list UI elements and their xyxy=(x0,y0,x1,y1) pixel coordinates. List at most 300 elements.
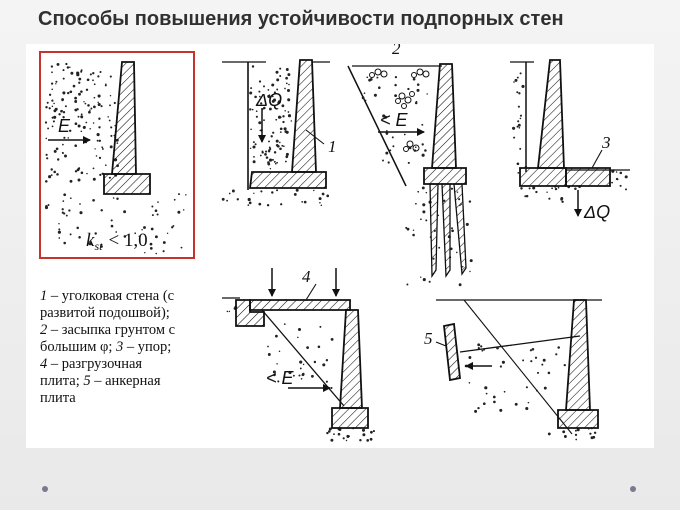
wall-footing-1 xyxy=(250,172,326,188)
soil-dot xyxy=(97,102,98,103)
soil-dot xyxy=(282,121,284,123)
soil-dot xyxy=(417,83,420,86)
soil-dot xyxy=(45,206,48,209)
soil-dot xyxy=(98,126,100,128)
soil-dot xyxy=(250,87,252,89)
soil-dot xyxy=(98,94,101,97)
soil-dot xyxy=(178,193,180,195)
label-1: 1 xyxy=(328,137,337,156)
soil-dot xyxy=(302,373,305,376)
soil-dot xyxy=(276,144,279,147)
soil-dot xyxy=(98,118,100,120)
soil-dot xyxy=(282,115,284,117)
soil-dot xyxy=(69,90,72,93)
soil-dot xyxy=(105,84,107,86)
soil-dot xyxy=(275,163,277,165)
soil-dot xyxy=(232,190,235,193)
dq-label-1: ΔQ xyxy=(256,90,283,110)
soil-dot xyxy=(535,191,537,193)
soil-dot xyxy=(76,72,79,75)
soil-dot xyxy=(49,107,51,109)
soil-dot xyxy=(564,435,567,438)
soil-dot xyxy=(620,172,623,175)
legend-text-4a: большим xyxy=(40,339,101,355)
soil-dot xyxy=(314,361,316,363)
soil-dot xyxy=(258,121,261,124)
legend-line-2 xyxy=(40,305,230,322)
soil-dot xyxy=(376,77,378,79)
soil-dot xyxy=(63,137,65,139)
soil-dot xyxy=(256,110,258,112)
soil-dot xyxy=(532,186,535,189)
soil-dot xyxy=(51,174,53,176)
legend-text-7: плита xyxy=(40,390,76,406)
soil-dot xyxy=(311,375,314,378)
soil-dot xyxy=(513,81,515,83)
soil-dot xyxy=(222,198,225,201)
soil-dot xyxy=(346,435,349,438)
leader-3 xyxy=(592,150,602,168)
soil-dot xyxy=(45,154,47,156)
soil-dot xyxy=(284,110,286,112)
soil-dot xyxy=(269,147,271,149)
soil-dot xyxy=(359,439,361,441)
soil-dot xyxy=(330,387,332,389)
soil-dot xyxy=(63,78,65,80)
soil-dot xyxy=(297,337,299,339)
soil-dot xyxy=(99,174,101,176)
soil-dot xyxy=(625,188,627,190)
soil-dot xyxy=(513,137,515,139)
soil-dot xyxy=(259,80,261,82)
soil-dot xyxy=(271,135,273,137)
soil-dot xyxy=(123,210,126,213)
soil-dot xyxy=(392,145,394,147)
soil-dot xyxy=(493,396,496,399)
soil-dot xyxy=(258,203,261,206)
soil-dot xyxy=(78,93,81,96)
soil-dot xyxy=(279,75,281,77)
soil-dot xyxy=(280,131,282,133)
soil-dot xyxy=(474,410,477,413)
soil-dot xyxy=(284,130,287,133)
wall-stem-5 xyxy=(566,300,590,410)
soil-dot xyxy=(249,92,252,95)
soil-dot xyxy=(264,153,267,156)
soil-dot xyxy=(83,126,86,129)
soil-dot xyxy=(85,103,87,105)
soil-dot xyxy=(86,173,87,174)
soil-dot xyxy=(555,353,557,355)
soil-dot xyxy=(78,82,80,84)
soil-dot xyxy=(481,350,483,352)
soil-dot xyxy=(424,149,427,152)
soil-dot xyxy=(417,191,419,193)
soil-dot xyxy=(548,432,551,435)
soil-dot xyxy=(58,223,59,224)
soil-dot xyxy=(259,130,261,132)
soil-dot xyxy=(157,201,159,203)
soil-dot xyxy=(287,73,290,76)
soil-dot xyxy=(70,72,73,75)
soil-dot xyxy=(250,148,251,149)
soil-dot xyxy=(326,195,329,198)
soil-dot xyxy=(611,182,613,184)
soil-dot xyxy=(478,347,480,349)
soil-dot xyxy=(47,127,49,129)
soil-dot xyxy=(54,150,57,153)
soil-dot xyxy=(74,144,77,147)
wall-stem-1 xyxy=(292,60,316,172)
soil-dot xyxy=(52,117,54,119)
legend-text-4c: – упор; xyxy=(123,339,172,355)
soil-dot xyxy=(81,131,83,133)
soil-dot xyxy=(57,158,59,160)
soil-dot xyxy=(486,393,488,395)
soil-dot xyxy=(248,198,251,201)
soil-dot xyxy=(405,227,407,229)
soil-dot xyxy=(370,78,373,81)
soil-dot xyxy=(62,144,64,146)
soil-dot xyxy=(288,84,290,86)
soil-dot xyxy=(520,72,522,74)
soil-dot xyxy=(167,233,168,234)
soil-dot xyxy=(413,78,416,81)
soil-dot xyxy=(90,108,92,110)
soil-dot xyxy=(274,151,276,153)
kst-symbol: k xyxy=(86,230,95,251)
soil-dot xyxy=(56,173,59,176)
soil-dot xyxy=(429,281,431,283)
soil-dot xyxy=(267,204,269,206)
soil-dot xyxy=(155,235,158,238)
soil-dot xyxy=(80,90,83,93)
soil-dot xyxy=(551,187,553,189)
legend-text-1: – уголковая стена (с xyxy=(47,288,175,304)
soil-dot xyxy=(468,356,471,359)
soil-dot xyxy=(263,85,265,87)
soil-dot xyxy=(98,103,101,106)
soil-dot xyxy=(93,106,96,109)
soil-dot xyxy=(163,241,166,244)
soil-dot xyxy=(338,433,341,436)
soil-dot xyxy=(63,111,65,113)
soil-dot xyxy=(265,151,267,153)
soil-dot xyxy=(64,155,67,158)
soil-dot xyxy=(45,121,47,123)
soil-dot xyxy=(51,100,53,102)
soil-dot xyxy=(81,171,84,174)
soil-dot xyxy=(466,223,469,226)
legend-text-6a: плита; xyxy=(40,373,84,389)
soil-dot xyxy=(70,233,72,235)
legend-phi: φ xyxy=(100,339,109,355)
soil-dot xyxy=(517,162,520,165)
soil-dot xyxy=(61,110,62,111)
soil-dot xyxy=(483,349,485,351)
wall-footing-4 xyxy=(332,408,368,428)
soil-dot xyxy=(294,193,297,196)
soil-dot xyxy=(322,193,325,196)
soil-dot xyxy=(252,109,254,111)
soil-dot xyxy=(80,71,82,73)
soil-dot xyxy=(237,198,239,200)
soil-dot xyxy=(263,119,265,121)
soil-dot xyxy=(319,326,321,328)
soil-dot xyxy=(94,83,96,85)
soil-dot xyxy=(548,372,551,375)
soil-dot xyxy=(422,186,425,189)
soil-dot xyxy=(249,202,252,205)
soil-dot xyxy=(451,227,453,229)
soil-dot xyxy=(530,360,532,362)
soil-dot xyxy=(226,200,228,202)
soil-dot xyxy=(451,188,453,190)
soil-dot xyxy=(304,201,307,204)
soil-dot xyxy=(535,357,537,359)
panel-anchor-plate xyxy=(424,300,602,440)
soil-dot xyxy=(92,72,94,74)
soil-dot xyxy=(52,125,54,127)
soil-dot xyxy=(496,347,499,350)
soil-dot xyxy=(364,92,366,94)
label-5: 5 xyxy=(424,329,433,348)
soil-dot xyxy=(57,63,60,66)
soil-dot xyxy=(81,113,83,115)
soil-dot xyxy=(561,201,563,203)
soil-dot xyxy=(48,204,50,206)
soil-dot xyxy=(326,359,328,361)
soil-dot xyxy=(526,195,529,198)
soil-dot xyxy=(68,137,70,139)
soil-dot xyxy=(247,204,249,206)
soil-dot xyxy=(564,364,566,366)
soil-dot xyxy=(417,89,420,92)
soil-dot xyxy=(86,89,88,91)
soil-dot xyxy=(521,85,524,88)
soil-dot xyxy=(301,378,303,380)
soil-dot xyxy=(79,211,82,214)
soil-dot xyxy=(493,401,496,404)
soil-dot xyxy=(110,76,112,78)
soil-dot xyxy=(416,101,418,103)
soil-dot xyxy=(144,252,145,253)
soil-dot xyxy=(370,438,373,441)
soil-dot xyxy=(301,201,303,203)
soil-dot xyxy=(269,159,272,162)
soil-dot xyxy=(151,205,153,207)
soil-dot xyxy=(63,193,66,196)
soil-dot xyxy=(558,187,560,189)
soil-dot xyxy=(62,69,64,71)
soil-dot xyxy=(280,203,282,205)
soil-dot xyxy=(510,344,512,346)
soil-dot xyxy=(273,84,275,86)
legend-line-7 xyxy=(40,390,230,407)
wall-stem-4 xyxy=(340,310,362,408)
soil-dot xyxy=(276,78,279,81)
soil-dot xyxy=(404,134,406,136)
dq-label-3: ΔQ xyxy=(584,202,611,222)
soil-dot xyxy=(155,253,157,255)
soil-dot xyxy=(150,247,153,250)
soil-dot xyxy=(70,180,73,183)
soil-dot xyxy=(276,71,279,74)
soil-dot xyxy=(255,143,257,145)
soil-dot xyxy=(47,102,49,104)
soil-dot xyxy=(88,111,91,114)
soil-dot xyxy=(65,63,67,65)
soil-dot xyxy=(470,259,473,262)
soil-dot xyxy=(276,189,278,191)
soil-dot xyxy=(426,192,428,194)
soil-dot xyxy=(373,430,375,432)
soil-dot xyxy=(62,152,64,154)
soil-dot xyxy=(94,232,96,234)
soil-dot xyxy=(279,68,281,70)
soil-dot xyxy=(541,364,543,366)
soil-dot xyxy=(362,433,365,436)
slope-line-4 xyxy=(262,310,344,406)
soil-dot xyxy=(291,120,292,121)
soil-dot xyxy=(366,439,369,442)
soil-dot xyxy=(171,226,173,228)
soil-dot xyxy=(181,247,183,249)
soil-dot xyxy=(101,105,103,107)
slide-dot-right xyxy=(630,486,636,492)
soil-dot xyxy=(537,372,539,374)
soil-dot xyxy=(529,187,531,189)
soil-dot xyxy=(143,226,146,229)
legend-num-2: 2 xyxy=(40,322,48,338)
label-4: 4 xyxy=(302,267,311,286)
soil-dot xyxy=(420,218,422,220)
soil-dot xyxy=(96,155,98,157)
soil-dot xyxy=(326,432,328,434)
soil-dot xyxy=(46,138,48,140)
soil-dot xyxy=(266,156,269,159)
soil-dot xyxy=(300,367,302,369)
soil-dot xyxy=(425,219,427,221)
soil-dot xyxy=(548,198,550,200)
wall-footing-2 xyxy=(424,168,466,184)
soil-dot xyxy=(78,125,81,128)
soil-dot xyxy=(395,76,397,78)
soil-dot xyxy=(303,364,305,366)
soil-dot xyxy=(68,209,70,211)
soil-dot xyxy=(253,193,254,194)
soil-dot xyxy=(321,205,323,207)
soil-dot xyxy=(185,194,186,195)
soil-dot xyxy=(276,162,278,164)
soil-dot xyxy=(517,172,519,174)
legend-num-3: 3 xyxy=(116,339,124,355)
soil-dot xyxy=(374,94,377,97)
soil-dot xyxy=(260,190,262,192)
soil-dot xyxy=(279,350,281,352)
soil-dot xyxy=(110,95,111,96)
soil-dot xyxy=(422,203,425,206)
soil-dot xyxy=(287,89,290,92)
soil-dot xyxy=(512,127,515,130)
soil-dot xyxy=(267,161,270,164)
soil-dot xyxy=(343,437,345,439)
soil-dot xyxy=(51,71,53,73)
soil-dot xyxy=(557,346,560,349)
legend-num-1: 1 xyxy=(40,288,48,304)
soil-dot xyxy=(616,171,618,173)
panel-stop xyxy=(510,60,630,222)
soil-dot xyxy=(183,209,185,211)
soil-dot xyxy=(51,88,53,90)
soil-dot xyxy=(75,122,78,125)
soil-dot xyxy=(62,208,64,210)
pile-1 xyxy=(430,184,438,276)
soil-dot xyxy=(78,78,81,81)
soil-dot xyxy=(504,391,506,393)
soil-dot xyxy=(250,128,252,130)
soil-dot xyxy=(592,436,595,439)
soil-dot xyxy=(544,387,547,390)
soil-dot xyxy=(326,381,328,383)
wall-stem-2 xyxy=(432,64,456,168)
soil-dot xyxy=(87,104,90,107)
soil-dot xyxy=(518,106,520,108)
soil-dot xyxy=(81,116,83,118)
soil-dot xyxy=(575,430,577,432)
force-label-4: < E xyxy=(266,368,294,388)
soil-dot xyxy=(62,91,65,94)
legend-text-4b: ; xyxy=(108,339,117,355)
soil-dot xyxy=(518,127,520,129)
soil-dot xyxy=(412,234,415,237)
soil-dot xyxy=(518,92,520,94)
soil-dot xyxy=(284,323,286,325)
soil-dot xyxy=(253,156,255,158)
soil-dot xyxy=(517,77,519,79)
panel-relief-platform xyxy=(222,267,375,442)
label-2: 2 xyxy=(392,44,401,58)
soil-dot xyxy=(270,168,271,169)
soil-dot xyxy=(284,127,287,130)
soil-dot xyxy=(575,439,577,441)
panel-reference-wall xyxy=(40,52,194,258)
soil-dot xyxy=(256,116,258,118)
legend-num-4: 4 xyxy=(40,356,48,372)
soil-dot xyxy=(362,97,365,100)
soil-dot xyxy=(285,161,287,163)
soil-dot xyxy=(536,390,538,392)
soil-dot xyxy=(50,168,52,170)
soil-dot xyxy=(378,86,381,89)
kst-relation: < 1,0 xyxy=(108,230,148,251)
soil-dot xyxy=(45,106,47,108)
soil-dot xyxy=(78,179,81,182)
soil-dot xyxy=(89,128,91,130)
soil-dot xyxy=(319,197,322,200)
soil-dot xyxy=(370,431,373,434)
soil-dot xyxy=(52,106,54,108)
soil-dot xyxy=(562,430,565,433)
soil-dot xyxy=(56,147,59,150)
soil-dot xyxy=(543,359,546,362)
legend-line-1 xyxy=(40,288,230,305)
stop-block-3 xyxy=(566,168,610,186)
soil-dot xyxy=(413,229,414,230)
soil-dot xyxy=(285,155,288,158)
soil-dot xyxy=(480,345,482,347)
soil-dot xyxy=(469,271,470,272)
